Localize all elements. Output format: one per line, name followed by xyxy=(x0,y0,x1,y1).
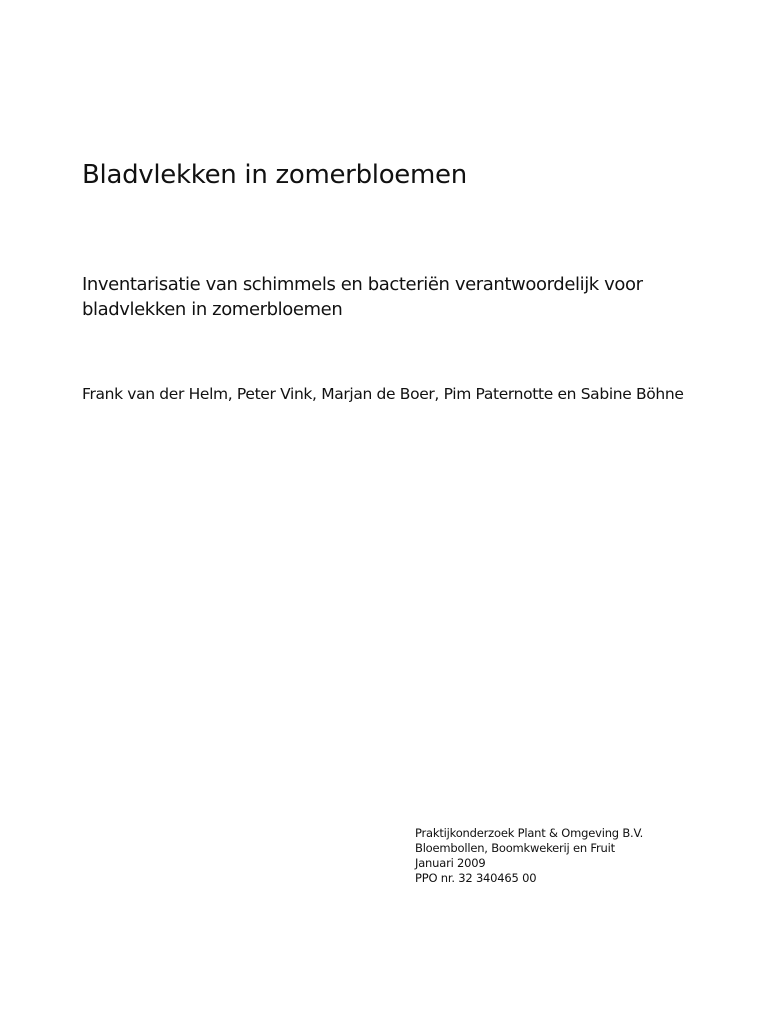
publisher-division: Bloembollen, Boomkwekerij en Fruit xyxy=(415,841,615,855)
authors: Frank van der Helm, Peter Vink, Marjan de Boer, Pim Paternotte en Sabine Böhne xyxy=(82,385,684,403)
document-title: Bladvlekken in zomerbloemen xyxy=(82,160,467,190)
report-number: PPO nr. 32 340465 00 xyxy=(415,871,537,885)
publisher-block xyxy=(415,826,643,886)
subtitle-line-2: bladvlekken in zomerbloemen xyxy=(82,299,343,320)
subtitle-line-1: Inventarisatie van schimmels en bacteriën verantwoordelijk voor xyxy=(82,274,643,295)
document-subtitle xyxy=(82,272,682,322)
publisher-organization: Praktijkonderzoek Plant & Omgeving B.V. xyxy=(415,826,644,840)
publication-date: Januari 2009 xyxy=(415,856,486,870)
